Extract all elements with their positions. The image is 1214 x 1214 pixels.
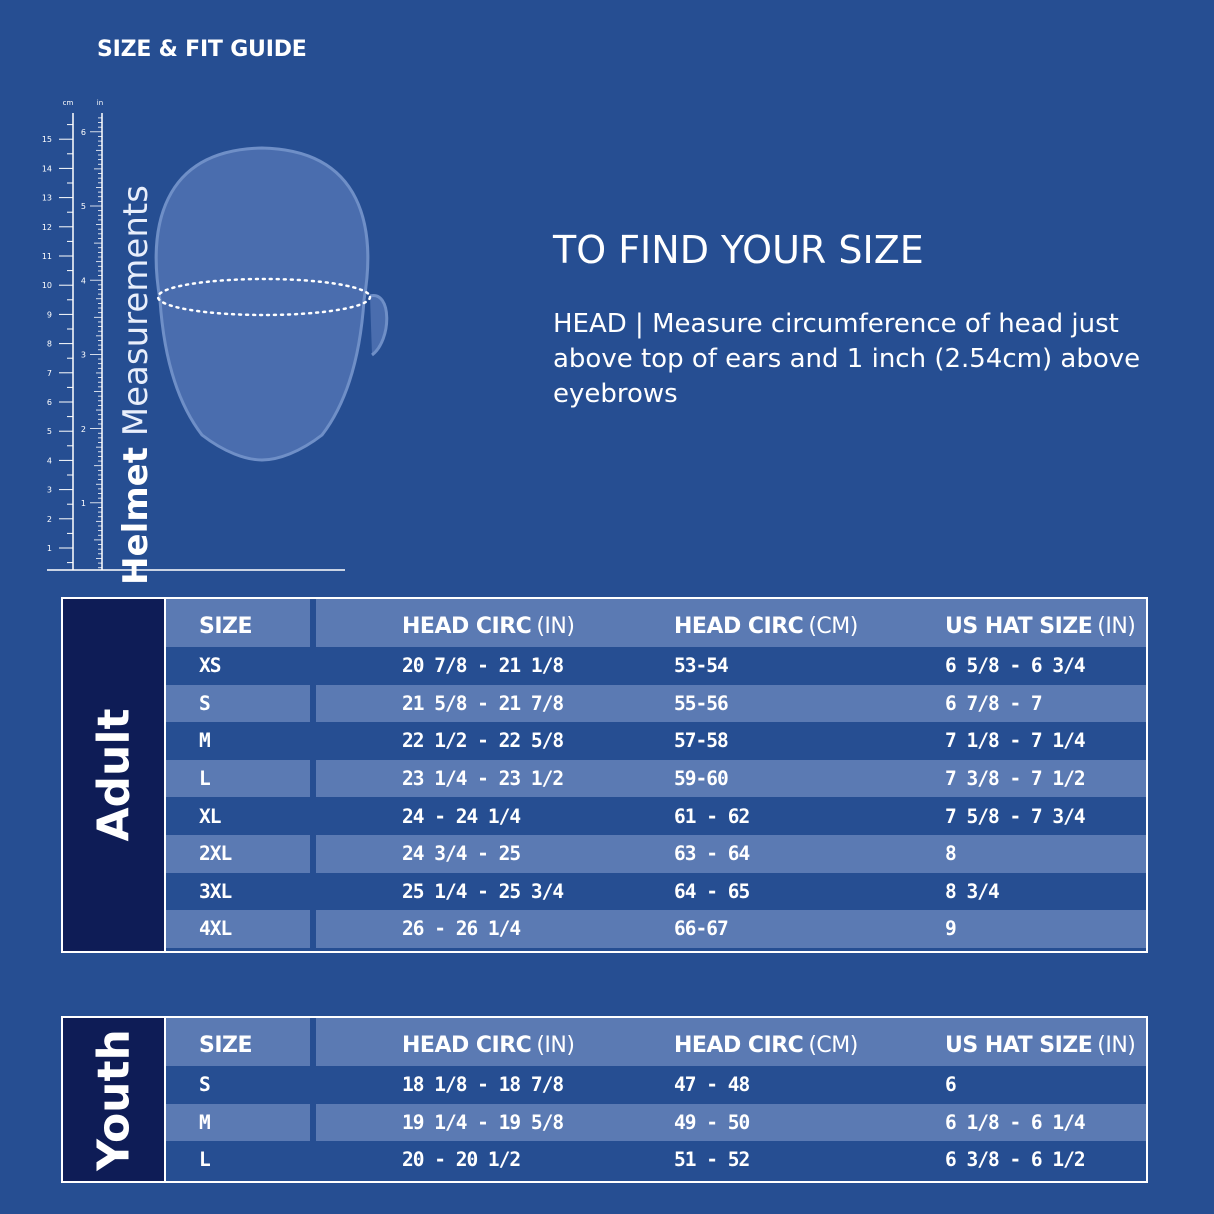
size-cell: 4XL: [199, 917, 232, 941]
ruler-cm-label: 2: [46, 514, 52, 524]
ruler-cm-unit: cm: [62, 99, 74, 107]
header-head-circ-cm: [674, 1018, 858, 1066]
instructions-title: TO FIND YOUR SIZE: [553, 228, 924, 272]
size-cell: M: [199, 1110, 210, 1134]
helmet-word: Helmet: [116, 447, 156, 585]
adult-grid: [166, 599, 1146, 948]
head-circ-in-cell: 22 1/2 - 22 5/8: [402, 729, 564, 753]
header-head-circ-cm-text: HEAD CIRC: [674, 613, 804, 639]
ruler-cm-label: 3: [46, 485, 52, 495]
ruler-cm-label: 4: [46, 456, 52, 466]
head-circ-cm-cell: 49 - 50: [674, 1110, 750, 1134]
table-header-row: [166, 1018, 1146, 1066]
ruler-in-label: 1: [80, 499, 86, 508]
header-head-circ-cm-unit: (CM): [808, 1032, 858, 1058]
youth-label-band: [63, 1018, 166, 1181]
header-head-circ-cm: [674, 599, 858, 647]
column-divider: [310, 910, 316, 948]
head-circ-cm-cell: 59-60: [674, 767, 728, 791]
head-circ-in-cell: 18 1/8 - 18 7/8: [402, 1073, 564, 1097]
ruler-cm-label: 9: [46, 310, 52, 320]
ruler-in-label: 2: [80, 424, 86, 434]
us-hat-size-cell: 7 5/8 - 7 3/4: [945, 804, 1085, 828]
helmet-measurements-label: [116, 185, 156, 585]
table-row: [166, 760, 1146, 798]
ruler-and-head-illustration: [0, 0, 1214, 600]
us-hat-size-cell: 6 3/8 - 6 1/2: [945, 1148, 1085, 1172]
measurements-word: Measurements: [116, 185, 156, 437]
column-divider: [310, 685, 316, 723]
head-circ-cm-cell: 57-58: [674, 729, 728, 753]
youth-label: Youth: [88, 1028, 139, 1171]
header-head-circ-in: [402, 1018, 574, 1066]
header-head-circ-in-unit: (IN): [536, 613, 575, 639]
ruler-cm-label: 14: [41, 164, 52, 174]
table-row: [166, 1066, 1146, 1104]
head-circ-in-cell: 21 5/8 - 21 7/8: [402, 691, 564, 715]
header-head-circ-in-text: HEAD CIRC: [402, 613, 532, 639]
us-hat-size-cell: 7 1/8 - 7 1/4: [945, 729, 1085, 753]
head-circ-cm-cell: 47 - 48: [674, 1073, 750, 1097]
table-header-row: [166, 599, 1146, 647]
ruler-cm-label: 6: [46, 398, 52, 407]
head-circ-in-cell: 26 - 26 1/4: [402, 917, 521, 941]
header-us-hat-size-unit: (IN): [1097, 1032, 1136, 1058]
size-cell: L: [199, 767, 210, 791]
header-us-hat-size-text: US HAT SIZE: [945, 1032, 1093, 1058]
head-circ-cm-cell: 61 - 62: [674, 804, 750, 828]
head-circ-in-cell: 25 1/4 - 25 3/4: [402, 879, 564, 903]
header-head-circ-in: [402, 599, 574, 647]
youth-size-table: [61, 1016, 1148, 1183]
us-hat-size-cell: 9: [945, 917, 956, 941]
head-circ-in-cell: 19 1/4 - 19 5/8: [402, 1110, 564, 1134]
us-hat-size-cell: 6 5/8 - 6 3/4: [945, 654, 1085, 678]
ruler-in-label: 5: [80, 202, 86, 212]
size-cell: 2XL: [199, 842, 232, 866]
ruler-cm-label: 7: [46, 368, 52, 378]
size-cell: S: [199, 691, 210, 715]
column-divider: [310, 760, 316, 798]
ruler-in-label: 4: [80, 276, 86, 286]
header-head-circ-cm-text: HEAD CIRC: [674, 1032, 804, 1058]
head-circ-in-cell: 20 7/8 - 21 1/8: [402, 654, 564, 678]
head-circ-in-cell: 23 1/4 - 23 1/2: [402, 767, 564, 791]
us-hat-size-cell: 6: [945, 1073, 956, 1097]
size-cell: L: [199, 1148, 210, 1172]
header-us-hat-size: [945, 599, 1135, 647]
ruler-cm-label: 15: [41, 135, 52, 145]
ruler-cm-label: 13: [41, 193, 52, 203]
ruler-cm-label: 8: [46, 339, 52, 349]
table-row: [166, 1104, 1146, 1142]
table-row: [166, 685, 1146, 723]
header-us-hat-size: [945, 1018, 1135, 1066]
us-hat-size-cell: 7 3/8 - 7 1/2: [945, 767, 1085, 791]
page-title: SIZE & FIT GUIDE: [97, 37, 307, 62]
size-cell: XS: [199, 654, 221, 678]
adult-size-table: [61, 597, 1148, 953]
header-head-circ-in-text: HEAD CIRC: [402, 1032, 532, 1058]
header-size-text: SIZE: [199, 613, 253, 639]
table-row: [166, 647, 1146, 685]
table-row: [166, 722, 1146, 760]
header-head-circ-in-unit: (IN): [536, 1032, 575, 1058]
head-circ-in-cell: 20 - 20 1/2: [402, 1148, 521, 1172]
size-cell: 3XL: [199, 879, 232, 903]
header-size: [199, 1018, 252, 1066]
us-hat-size-cell: 8: [945, 842, 956, 866]
header-head-circ-cm-unit: (CM): [808, 613, 858, 639]
head-circ-cm-cell: 55-56: [674, 691, 728, 715]
us-hat-size-cell: 8 3/4: [945, 879, 999, 903]
instructions-text: HEAD | Measure circumference of head just above top of ears and 1 inch (2.54cm) above eyebrows: [553, 309, 1141, 409]
head-circ-in-cell: 24 - 24 1/4: [402, 804, 521, 828]
column-divider: [310, 1018, 316, 1066]
ruler-cm-label: 12: [41, 222, 52, 232]
youth-grid: [166, 1018, 1146, 1179]
ruler-in-unit: in: [96, 99, 104, 107]
table-row: [166, 873, 1146, 911]
column-divider: [310, 835, 316, 873]
column-divider: [310, 1104, 316, 1142]
table-row: [166, 1141, 1146, 1179]
ruler-in-label: 6: [80, 128, 86, 137]
ruler-cm-label: 10: [41, 281, 52, 291]
header-us-hat-size-unit: (IN): [1097, 613, 1136, 639]
table-row: [166, 910, 1146, 948]
head-circ-cm-cell: 66-67: [674, 917, 728, 941]
size-cell: S: [199, 1073, 210, 1097]
us-hat-size-cell: 6 1/8 - 6 1/4: [945, 1110, 1085, 1134]
head-circ-cm-cell: 63 - 64: [674, 842, 750, 866]
ruler-in-label: 3: [80, 350, 86, 360]
ruler-cm-label: 11: [41, 252, 52, 261]
head-circ-in-cell: 24 3/4 - 25: [402, 842, 521, 866]
us-hat-size-cell: 6 7/8 - 7: [945, 691, 1042, 715]
table-row: [166, 797, 1146, 835]
size-cell: XL: [199, 804, 221, 828]
header-size: [199, 599, 252, 647]
adult-label: Adult: [88, 708, 139, 842]
head-outline-icon: [156, 148, 387, 460]
header-us-hat-size-text: US HAT SIZE: [945, 613, 1093, 639]
head-circ-cm-cell: 51 - 52: [674, 1148, 750, 1172]
adult-label-band: [63, 599, 166, 951]
column-divider: [310, 599, 316, 647]
size-cell: M: [199, 729, 210, 753]
head-circ-cm-cell: 53-54: [674, 654, 728, 678]
header-size-text: SIZE: [199, 1032, 253, 1058]
ruler-cm-label: 1: [46, 544, 52, 553]
head-circ-cm-cell: 64 - 65: [674, 879, 750, 903]
ruler-cm-label: 5: [46, 427, 52, 437]
table-row: [166, 835, 1146, 873]
